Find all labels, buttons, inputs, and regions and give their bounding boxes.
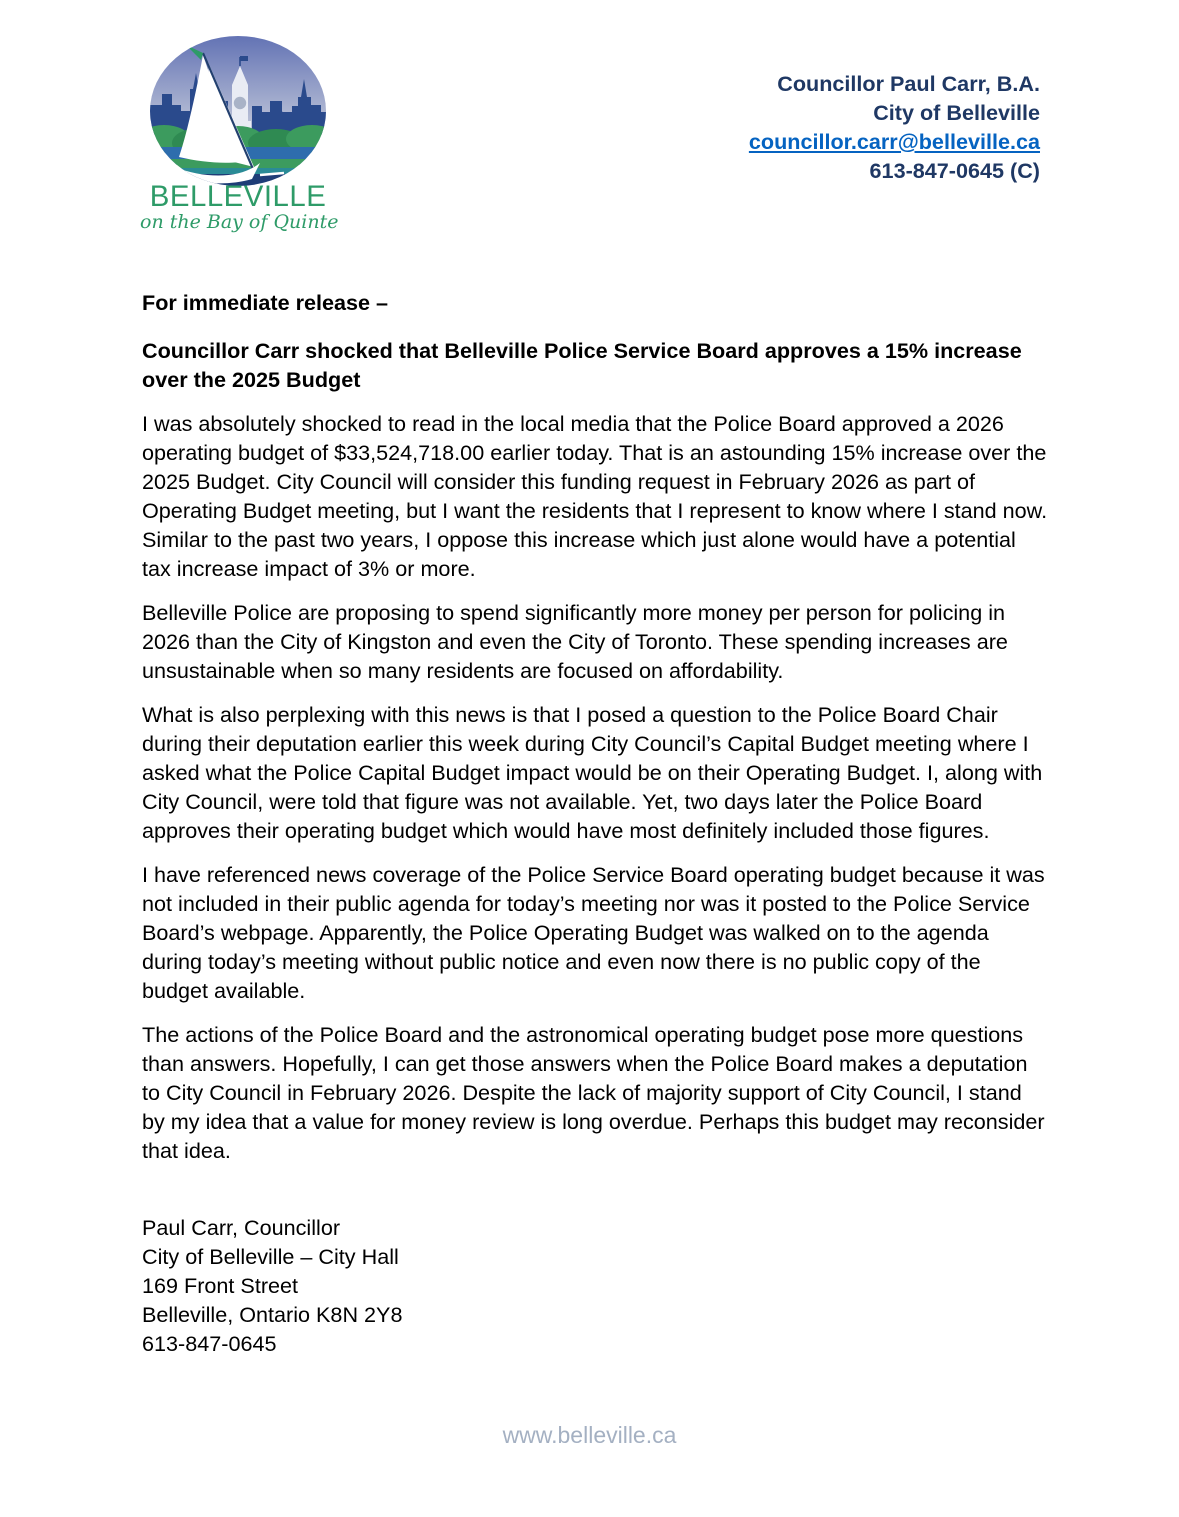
contact-block <box>749 69 1040 185</box>
signature-line: Paul Carr, Councillor <box>142 1215 341 1240</box>
teal-stripe <box>148 168 328 174</box>
belleville-crest-icon <box>148 35 328 187</box>
body-paragraph: What is also perplexing with this news is that I posed a question to the Police Board Chair during their deputation earlier this week during City Council’s Capital Budget meeting where I asked what the Police Capital Budget impact would be on their Operating Budget. I, along with City Council, were told that figure was not available. Yet, two days later the Police Board approves their operating budget which would have most definitely included those figures. <box>142 702 1043 843</box>
body-paragraph: Belleville Police are proposing to spend significantly more money per person for policing in 2026 than the City of Kingston and even the City of Toronto. These spending increases are unsustainable when so many residents are focused on affordability. <box>142 600 1008 683</box>
body-paragraph: I was absolutely shocked to read in the local media that the Police Board approved a 2026 operating budget of $33,524,718.00 earlier today. That is an astounding 15% increase over the 2025 Budget. City Council will consider this funding request in February 2026 as part of Operating Budget meeting, but I want the residents that I represent to know where I stand now. Similar to the past two years, I oppose this increase which just alone would have a potential tax increase impact of 3% or more. <box>142 411 1048 581</box>
logo-wordmark: BELLEVILLE <box>149 180 327 213</box>
signature-block <box>142 1213 1048 1358</box>
logo-tagline: on the Bay of Quinte <box>140 211 339 233</box>
contact-phone: 613-847-0645 (C) <box>869 158 1040 183</box>
contact-name: Councillor Paul Carr, B.A. <box>777 71 1040 96</box>
body-paragraph: I have referenced news coverage of the Police Service Board operating budget because it was not included in their public agenda for today’s meeting nor was it posted to the Police Service Board’s webpage. Apparently, the Police Operating Budget was walked on to the agenda during today’s meeting without public notice and even now there is no public copy of the budget available. <box>142 862 1045 1003</box>
body-paragraph: The actions of the Police Board and the astronomical operating budget pose more questions than answers. Hopefully, I can get those answers when the Police Board makes a deputation to City Council in February 2026. Despite the lack of majority support of City Council, I stand by my idea that a value for money review is long overdue. Perhaps this budget may reconsider that idea. <box>142 1022 1045 1163</box>
contact-email-link[interactable]: councillor.carr@belleville.ca <box>748 129 1040 154</box>
footer-url: www.belleville.ca <box>502 1422 677 1448</box>
signature-line: 613-847-0645 <box>142 1331 277 1356</box>
letterhead <box>0 0 1179 250</box>
signature-line: 169 Front Street <box>142 1273 299 1298</box>
signature-line: City of Belleville – City Hall <box>142 1244 399 1269</box>
release-headline: Councillor Carr shocked that Belleville Police Service Board approves a 15% increase over the 2025 Budget <box>142 338 1022 392</box>
release-lead: For immediate release – <box>142 290 389 315</box>
page-footer <box>0 1422 1179 1449</box>
contact-org: City of Belleville <box>873 100 1040 125</box>
release-body <box>142 288 1048 1358</box>
belleville-logo <box>140 35 339 233</box>
signature-line: Belleville, Ontario K8N 2Y8 <box>142 1302 403 1327</box>
